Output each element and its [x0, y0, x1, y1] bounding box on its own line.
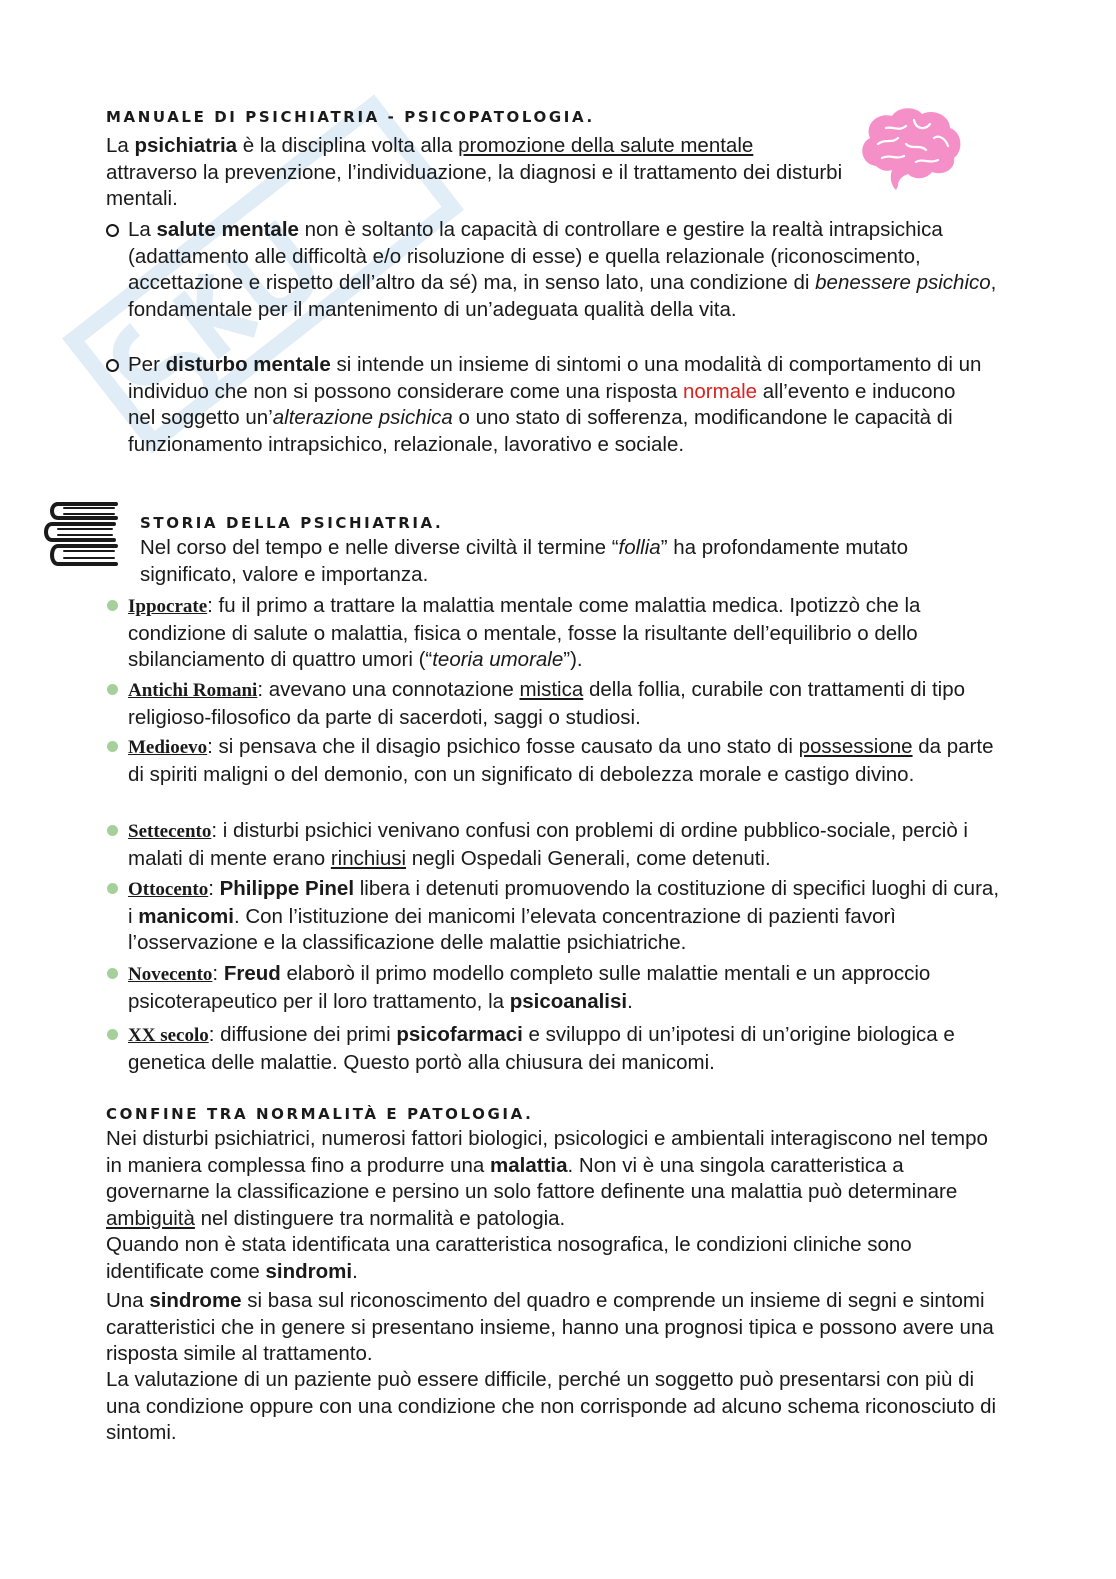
confine-paragraph-3: Una sindrome si basa sul riconoscimento del quadro e comprende un insieme di segni e sintomi caratteristici che in genere si presentano insieme, hanno una prognosi tipica e possono avere una risposta simile al trattamento. — [106, 1289, 994, 1365]
list-item-settecento: Settecento: i disturbi psichici venivano confusi con problemi di ordine pubblico-sociale, perciò i malati di mente erano rinchiusi negli Ospedali Generali, come detenuti. — [106, 818, 1006, 872]
confine-paragraph-4: La valutazione di un paziente può essere difficile, perché un soggetto può presentarsi con più di una condizione oppure con una condizione che non corrisponde ad alcuno schema riconosciuto di sintomi. — [106, 1368, 997, 1444]
confine-paragraph-2: Quando non è stata identificata una caratteristica nosografica, le condizioni cliniche sono identificate come sindromi. — [106, 1233, 912, 1283]
circle-bullet-icon — [106, 224, 119, 237]
list-item: La salute mentale non è soltanto la capacità di controllare e gestire la realtà intrapsichica (adattamento alle difficoltà e/o risoluzione di esse) e quella relazionale (riconoscimento, accettazione e rispetto dell’altro da sé) ma, in senso lato, una condizione di benessere psichico, fondamentale per il mantenimento di un’adeguata qualità della vita. — [106, 217, 1006, 323]
confine-paragraph-1: Nei disturbi psichiatrici, numerosi fattori biologici, psicologici e ambientali interagiscono nel tempo in maniera complessa fino a produrre una malattia. Non vi è una singola caratteristica a governarne la classificazione e persino un solo fattore definente una malattia può determinare ambiguità nel distinguere tra normalità e patologia. — [106, 1127, 988, 1230]
green-bullet-icon — [107, 968, 118, 979]
list-item-novecento: Novecento: Freud elaborò il primo modello completo sulle malattie mentali e un approccio psicoterapeutico per il loro trattamento, la psicoanalisi. — [106, 961, 1006, 1015]
section-title-confine: CONFINE TRA NORMALITÀ E PATOLOGIA. — [106, 1105, 534, 1123]
green-bullet-icon — [107, 684, 118, 695]
list-item-antichi-romani: Antichi Romani: avevano una connotazione mistica della follia, curabile con trattamenti di tipo religioso-filosofico da parte di sacerdoti, saggi o studiosi. — [106, 677, 1006, 731]
list-item-medioevo: Medioevo: si pensava che il disagio psichico fosse causato da uno stato di possessione da parte di spiriti maligni o del demonio, con un significato di debolezza morale e castigo divino. — [106, 734, 1006, 788]
green-bullet-icon — [107, 600, 118, 611]
intro-paragraph: La psichiatria è la disciplina volta alla promozione della salute mentale attraverso la prevenzione, l’individuazione, la diagnosi e il trattamento dei disturbi mentali. — [106, 134, 843, 210]
list-item: Per disturbo mentale si intende un insieme di sintomi o una modalità di comportamento di un individuo che non si possono considerare come una risposta normale all’evento e inducono nel soggetto un’alterazione psichica o uno stato di sofferenza, modificandone le capacità di funzionamento intrapsichico, relazionale, lavorativo e sociale. — [106, 352, 986, 458]
green-bullet-icon — [107, 1029, 118, 1040]
books-icon — [44, 500, 120, 570]
circle-bullet-icon — [106, 359, 119, 372]
section-title-storia: STORIA DELLA PSICHIATRIA. — [140, 514, 444, 532]
green-bullet-icon — [107, 825, 118, 836]
list-item-ottocento: Ottocento: Philippe Pinel libera i detenuti promuovendo la costituzione di specifici luoghi di cura, i manicomi. Con l’istituzione dei manicomi l’elevata concentrazione di pazienti favorì l’osservazione e la classificazione delle malattie psichiatriche. — [106, 876, 1006, 957]
storia-intro-paragraph: Nel corso del tempo e nelle diverse civiltà il termine “follia” ha profondamente mutato significato, valore e importanza. — [140, 536, 908, 586]
green-bullet-icon — [107, 883, 118, 894]
section-title-manuale: MANUALE DI PSICHIATRIA - PSICOPATOLOGIA. — [106, 108, 595, 126]
list-item-ippocrate: Ippocrate: fu il primo a trattare la malattia mentale come malattia medica. Ipotizzò che la condizione di salute o malattia, fisica o mentale, fosse la risultante dell’equilibrio o dello sbilanciamento di quattro umori (“teoria umorale”). — [106, 593, 1006, 674]
brain-icon — [856, 104, 966, 190]
list-item-xx-secolo: XX secolo: diffusione dei primi psicofarmaci e sviluppo di un’ipotesi di un’origine biologica e genetica delle malattie. Questo portò alla chiusura dei manicomi. — [106, 1022, 1006, 1076]
green-bullet-icon — [107, 741, 118, 752]
